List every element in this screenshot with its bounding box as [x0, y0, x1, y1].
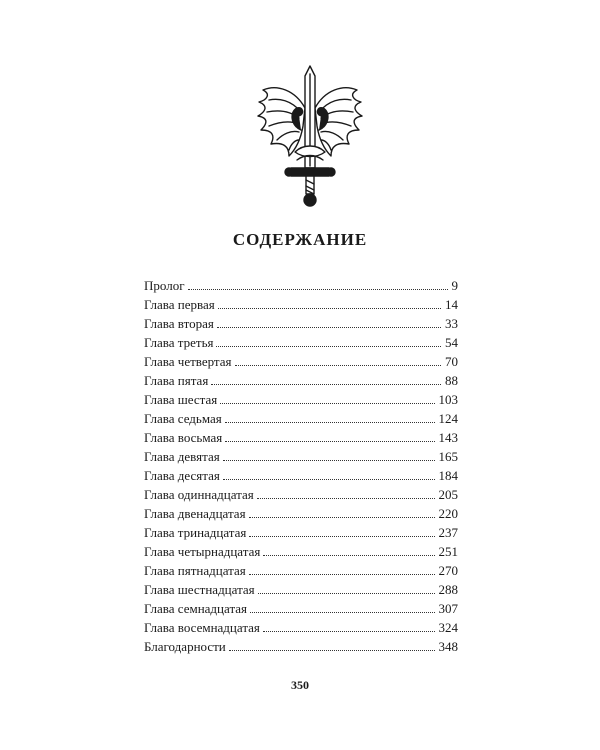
toc-entry [144, 371, 458, 390]
toc-entry [144, 637, 458, 656]
toc-dot-leader [217, 327, 441, 328]
toc-entry-label: Глава шестнадцатая [144, 582, 255, 597]
toc-entry-label: Глава восьмая [144, 430, 223, 445]
toc-dot-leader [218, 308, 441, 309]
toc-entry-label: Пролог [144, 278, 185, 293]
toc-entry-page: 288 [438, 582, 458, 597]
toc-entry-label: Глава вторая [144, 316, 214, 331]
toc-entry [144, 466, 458, 485]
toc-entry [144, 580, 458, 599]
toc-entry [144, 409, 458, 428]
toc-entry-page: 143 [438, 430, 458, 445]
toc-entry-label: Глава восемнадцатая [144, 620, 260, 635]
toc-entry [144, 561, 458, 580]
toc-entry-page: 165 [438, 449, 458, 464]
toc-entry-label: Глава семнадцатая [144, 601, 248, 616]
toc-entry [144, 352, 458, 371]
toc-dot-leader [235, 365, 441, 366]
toc-entry-label: Глава пятая [144, 373, 209, 388]
toc-entry [144, 314, 458, 333]
toc-dot-leader [250, 612, 434, 613]
toc-entry-label: Благодарности [144, 639, 226, 654]
toc-entry-page: 54 [445, 335, 458, 350]
winged-sword-emblem-icon [255, 60, 365, 210]
toc-dot-leader [249, 574, 435, 575]
toc-dot-leader [263, 631, 435, 632]
toc-dot-leader [229, 650, 435, 651]
toc-entry [144, 295, 458, 314]
toc-entry-page: 348 [438, 639, 458, 654]
toc-entry-page: 205 [438, 487, 458, 502]
toc-entry-page: 124 [438, 411, 458, 426]
toc-entry-page: 88 [445, 373, 458, 388]
toc-entry-page: 70 [445, 354, 458, 369]
toc-entry-label: Глава двенадцатая [144, 506, 246, 521]
toc-entry-page: 14 [445, 297, 458, 312]
toc-entry-page: 324 [438, 620, 458, 635]
toc-dot-leader [258, 593, 435, 594]
toc-entry-label: Глава четырнадцатая [144, 544, 261, 559]
toc-entry [144, 333, 458, 352]
toc-entry [144, 599, 458, 618]
toc-list [144, 276, 458, 656]
toc-dot-leader [223, 460, 435, 461]
toc-entry-label: Глава шестая [144, 392, 218, 407]
toc-entry-label: Глава девятая [144, 449, 220, 464]
toc-entry-page: 251 [438, 544, 458, 559]
toc-entry [144, 523, 458, 542]
page-number: 350 [291, 678, 309, 692]
toc-entry-page: 237 [438, 525, 458, 540]
toc-entry-page: 33 [445, 316, 458, 331]
toc-entry [144, 504, 458, 523]
toc-entry [144, 390, 458, 409]
toc-dot-leader [249, 536, 434, 537]
toc-entry-label: Глава третья [144, 335, 214, 350]
toc-entry-label: Глава четвертая [144, 354, 232, 369]
toc-dot-leader [223, 479, 435, 480]
toc-entry [144, 618, 458, 637]
toc-dot-leader [263, 555, 434, 556]
toc-entry-page: 270 [438, 563, 458, 578]
toc-entry-label: Глава седьмая [144, 411, 222, 426]
toc-dot-leader [249, 517, 435, 518]
toc-entry-page: 184 [438, 468, 458, 483]
toc-entry-label: Глава десятая [144, 468, 220, 483]
toc-entry [144, 276, 458, 295]
toc-dot-leader [225, 422, 435, 423]
toc-entry-page: 9 [451, 278, 458, 293]
toc-entry-label: Глава первая [144, 297, 215, 312]
toc-entry-label: Глава пятнадцатая [144, 563, 246, 578]
toc-entry-label: Глава одиннадцатая [144, 487, 254, 502]
toc-entry-page: 220 [438, 506, 458, 521]
toc-dot-leader [216, 346, 441, 347]
toc-dot-leader [188, 289, 448, 290]
toc-entry-page: 103 [438, 392, 458, 407]
toc-dot-leader [220, 403, 434, 404]
toc-dot-leader [225, 441, 434, 442]
toc-entry [144, 447, 458, 466]
toc-dot-leader [257, 498, 435, 499]
toc-entry-label: Глава тринадцатая [144, 525, 247, 540]
toc-entry-page: 307 [438, 601, 458, 616]
toc-entry [144, 542, 458, 561]
toc-dot-leader [211, 384, 441, 385]
toc-entry [144, 485, 458, 504]
toc-entry [144, 428, 458, 447]
toc-title: СОДЕРЖАНИЕ [232, 230, 368, 249]
